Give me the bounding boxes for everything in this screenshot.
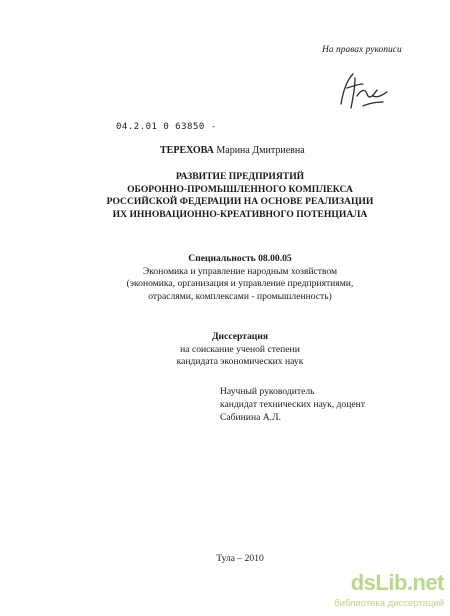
title-line: ОБОРОННО-ПРОМЫШЛЕННОГО КОМПЛЕКСА: [127, 183, 353, 195]
specialty-block: [100, 253, 380, 303]
registration-stamp: 04.2.01 0 63850 -: [116, 122, 217, 132]
handwritten-signature: [333, 66, 393, 116]
site-watermark[interactable]: [314, 568, 450, 616]
title-line: РОССИЙСКОЙ ФЕДЕРАЦИИ НА ОСНОВЕ РЕАЛИЗАЦИИ: [106, 196, 374, 207]
specialty-line: отраслями, комплексами - промышленность): [148, 290, 332, 302]
title-line: РАЗВИТИЕ ПРЕДПРИЯТИЙ: [175, 171, 305, 182]
degree-line: на соискание ученой степени: [180, 343, 300, 355]
advisor-line: кандидат технических наук, доцент: [220, 398, 365, 410]
scientific-advisor: [220, 386, 365, 424]
specialty-line: (экономика, организация и управление предприятиями,: [126, 278, 354, 290]
degree-line: кандидата экономических наук: [176, 356, 304, 368]
author-name: [160, 145, 305, 156]
watermark-tagline: библиотека диссертаций: [334, 598, 444, 609]
author-given-names: Марина Дмитриевна: [216, 145, 305, 156]
watermark-logo[interactable]: dsLib.net: [350, 570, 444, 595]
city-year: Тула – 2010: [216, 553, 264, 564]
manuscript-rights-note: На правах рукописи: [322, 45, 402, 55]
advisor-line: Сабинина А.Л.: [220, 411, 281, 423]
dissertation-title: [60, 171, 420, 221]
title-line: ИХ ИННОВАЦИОННО-КРЕАТИВНОГО ПОТЕНЦИАЛА: [112, 208, 368, 220]
advisor-line: Научный руководитель: [220, 386, 315, 397]
author-surname: ТЕРЕХОВА: [160, 145, 214, 156]
specialty-code: Специальность 08.00.05: [188, 253, 292, 264]
dissertation-degree-block: [100, 331, 380, 369]
specialty-line: Экономика и управление народным хозяйством: [142, 265, 338, 277]
dissertation-heading: Диссертация: [211, 331, 269, 342]
